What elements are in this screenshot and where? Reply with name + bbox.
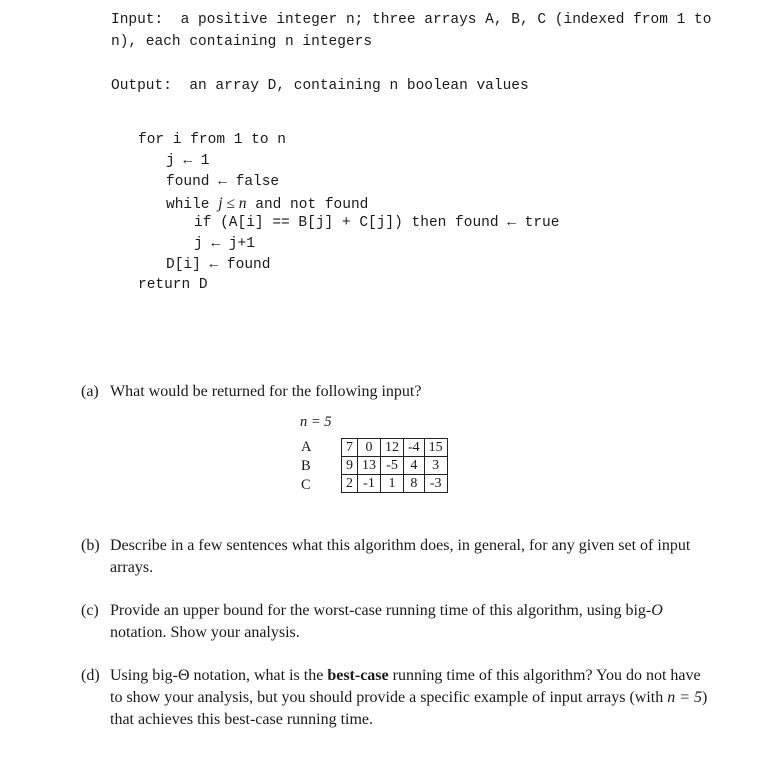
array-cell: 8 (404, 475, 425, 493)
array-cell: 9 (342, 457, 358, 475)
input-spec-line1 (111, 12, 711, 28)
array-cell: 4 (404, 457, 425, 475)
code-line-j-init: j ← 1 (166, 153, 210, 169)
while-condition: j ≤ n (218, 195, 247, 212)
array-row-a (342, 439, 448, 457)
input-spec-line2: n), each containing n integers (111, 34, 373, 50)
input-description: a positive integer n; three arrays A, B, C (indexed from 1 to (180, 12, 712, 28)
code-line-for: for i from 1 to n (138, 132, 286, 148)
array-cell: -5 (381, 457, 404, 475)
question-d (81, 665, 711, 731)
code-line-found-init: found ← false (166, 174, 280, 190)
code-line-while: while j ≤ n and not found (166, 195, 369, 213)
question-a-label: (a) (81, 383, 99, 400)
question-d-text: Using big-Θ notation, what is the best-case running time of this algorithm? You do not have to show your analysis, but you should provide a specific example of input arrays (with n = 5) that achieves this best-case running time. (110, 667, 708, 728)
input-arrays-table (341, 438, 448, 493)
array-cell: -4 (404, 439, 425, 457)
array-cell: 2 (342, 475, 358, 493)
question-d-label: (d) (81, 667, 100, 684)
row-label-b: B (301, 458, 311, 474)
output-spec (111, 78, 529, 94)
question-c-text: Provide an upper bound for the worst-case running time of this algorithm, using big-O notation. Show your analysis. (110, 602, 663, 641)
array-row-labels (301, 438, 311, 495)
code-line-return: return D (138, 277, 208, 293)
input-label: Input: (111, 12, 164, 28)
row-label-a: A (301, 439, 312, 455)
code-line-if: if (A[i] == B[j] + C[j]) then found ← true (194, 215, 560, 231)
array-cell: 15 (424, 439, 447, 457)
array-cell: 7 (342, 439, 358, 457)
code-line-assign-d: D[i] ← found (166, 257, 271, 273)
question-b (81, 535, 711, 579)
array-cell: 0 (358, 439, 381, 457)
output-label: Output: (111, 78, 172, 94)
question-c-label: (c) (81, 602, 99, 619)
array-cell: 1 (381, 475, 404, 493)
question-a (81, 381, 711, 403)
code-line-j-increment: j ← j+1 (194, 236, 255, 252)
output-description: an array D, containing n boolean values (189, 78, 529, 94)
array-cell: 3 (424, 457, 447, 475)
array-cell: 12 (381, 439, 404, 457)
question-c (81, 600, 711, 644)
best-case-emphasis: best-case (327, 667, 389, 684)
array-cell: 13 (358, 457, 381, 475)
question-b-text: Describe in a few sentences what this algorithm does, in general, for any given set of input arrays. (110, 537, 691, 576)
question-a-text: What would be returned for the following input? (110, 383, 422, 400)
question-b-label: (b) (81, 537, 100, 554)
row-label-c: C (301, 477, 311, 493)
array-row-c (342, 475, 448, 493)
array-row-b (342, 457, 448, 475)
array-cell: -1 (358, 475, 381, 493)
n-value: n = 5 (300, 414, 332, 430)
array-cell: -3 (424, 475, 447, 493)
